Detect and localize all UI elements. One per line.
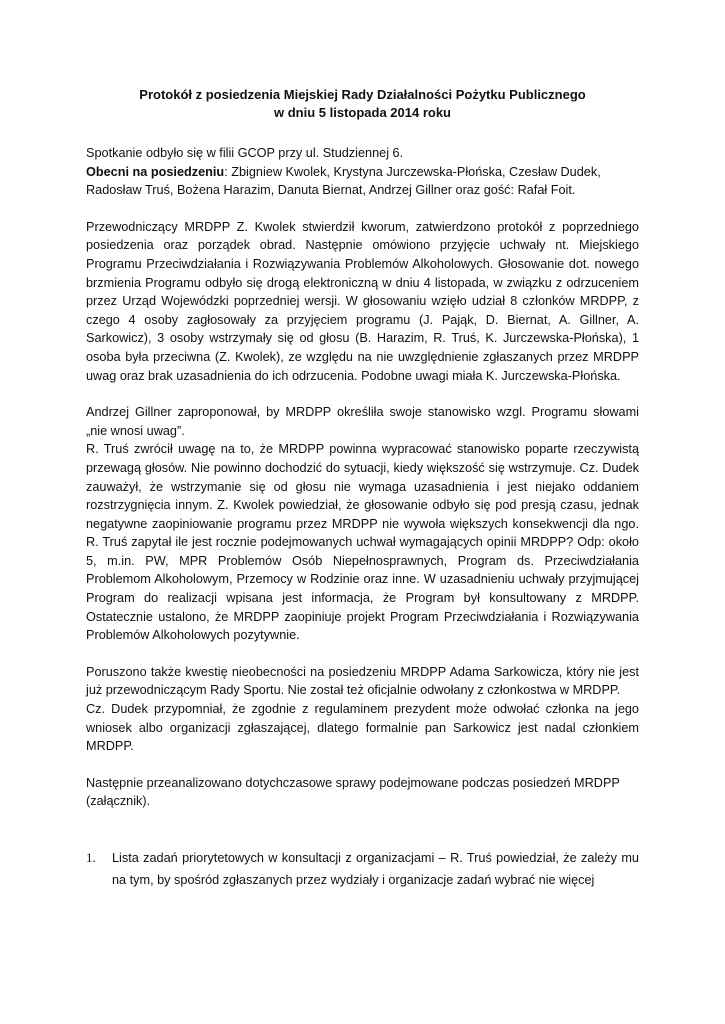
paragraph-absence: Poruszono także kwestię nieobecności na posiedzeniu MRDPP Adama Sarkowicza, który nie jest już przewodniczącym Rady Sportu. Nie został też oficjalnie odwołany z członkostwa w MRDPP. [86, 664, 639, 698]
meeting-place: Spotkanie odbyło się w filii GCOP przy ul. Studziennej 6. [86, 146, 404, 160]
attendees-label: Obecni na posiedzeniu [86, 164, 225, 179]
attendees-text: : Zbigniew Kwolek, Krystyna Jurczewska-Płońska, Czesław Dudek, Radosław Truś, Bożena Harazim, Danuta Biernat, Andrzej Gillner oraz gość: Rafał Foit. [86, 164, 601, 198]
document-page [86, 0, 639, 891]
paragraph-quorum: Przewodniczący MRDPP Z. Kwolek stwierdził kworum, zatwierdzono protokół z poprzedniego posiedzenia oraz porządek obrad. Następnie omówiono przyjęcie uchwały nt. Miejskiego Programu Przeciwdziałania i Rozwiązywania Problemów Alkoholowych. Głosowanie dot. nowego brzmienia Programu odbyło się drogą elektroniczną w dniu 4 listopada, w związku z odrzuceniem przez Urząd Wojewódzki poprzedniej wersji. W głosowaniu wzięło udział 8 członków MRDPP, z czego 4 osoby zagłosowały za przyjęciem programu (J. Pająk, D. Biernat, A. Gillner, A. Sarkowicz), 3 osoby wstrzymały się od głosu (B. Harazim, R. Truś, K. Jurczewska-Płońska), 1 osoba była przeciwna (Z. Kwolek), ze względu na nie uwzględnienie zgłaszanych przez MRDPP uwag oraz brak uzasadnienia do ich odrzucenia. Podobne uwagi miała K. Jurczewska-Płońska. [86, 219, 639, 383]
title-line-2: w dniu 5 listopada 2014 roku [274, 105, 451, 120]
list-item [86, 847, 639, 891]
paragraph-regulations: Cz. Dudek przypomniał, że zgodnie z regulaminem prezydent może odwołać członka na jego wniosek albo organizacji zgłaszającej, dlatego formalnie pan Sarkowicz jest nadal członkiem MRDPP. [86, 702, 639, 754]
numbered-list [86, 847, 639, 891]
title-line-1: Protokół z posiedzenia Miejskiej Rady Działalności Pożytku Publicznego [139, 87, 586, 102]
attendees [86, 163, 639, 200]
paragraph-gillner-proposal: Andrzej Gillner zaproponował, by MRDPP określiła swoje stanowisko wzgl. Programu słowami „nie wnosi uwag”. [86, 405, 639, 438]
document-title [86, 86, 639, 122]
paragraph-analysis: Następnie przeanalizowano dotychczasowe sprawy podejmowane podczas posiedzeń MRDPP (załącznik). [86, 775, 620, 809]
paragraph-discussion: R. Truś zwrócił uwagę na to, że MRDPP powinna wypracować stanowisko poparte rzeczywistą przewagą głosów. Nie powinno dochodzić do sytuacji, kiedy większość się wstrzymuje. Cz. Dudek zauważył, że wstrzymanie się od głosu nie wymaga uzasadnienia i jest niejako oddaniem rozstrzygnięcia innym. Z. Kwolek powiedział, że głosowanie odbyło się pod presją czasu, jednak negatywne zaopiniowanie programu przez MRDPP nie wywoła większych konsekwencji dla ngo. R. Truś zapytał ile jest rocznie podejmowanych uchwał wymagających opinii MRDPP? Odp: około 5, m.in. PW, MPR Problemów Osób Niepełnosprawnych, Program ds. Przeciwdziałania Problemom Alkoholowym, Przemocy w Rodzinie oraz inne. W uzasadnieniu uchwały przyjmującej Program do realizacji wpisana jest informacja, że Program był konsultowany z MRDPP. Ostatecznie ustalono, że MRDPP zaopiniuje projekt Program Przeciwdziałania i Rozwiązywania Problemów Alkoholowych pozytywnie. [86, 442, 639, 643]
list-item-text: Lista zadań priorytetowych w konsultacji z organizacjami – R. Truś powiedział, że zależy mu na tym, by spośród zgłaszanych przez wydziały i organizacje zadań wybrać nie więcej [112, 851, 639, 887]
list-item-number: 1. [86, 850, 96, 865]
